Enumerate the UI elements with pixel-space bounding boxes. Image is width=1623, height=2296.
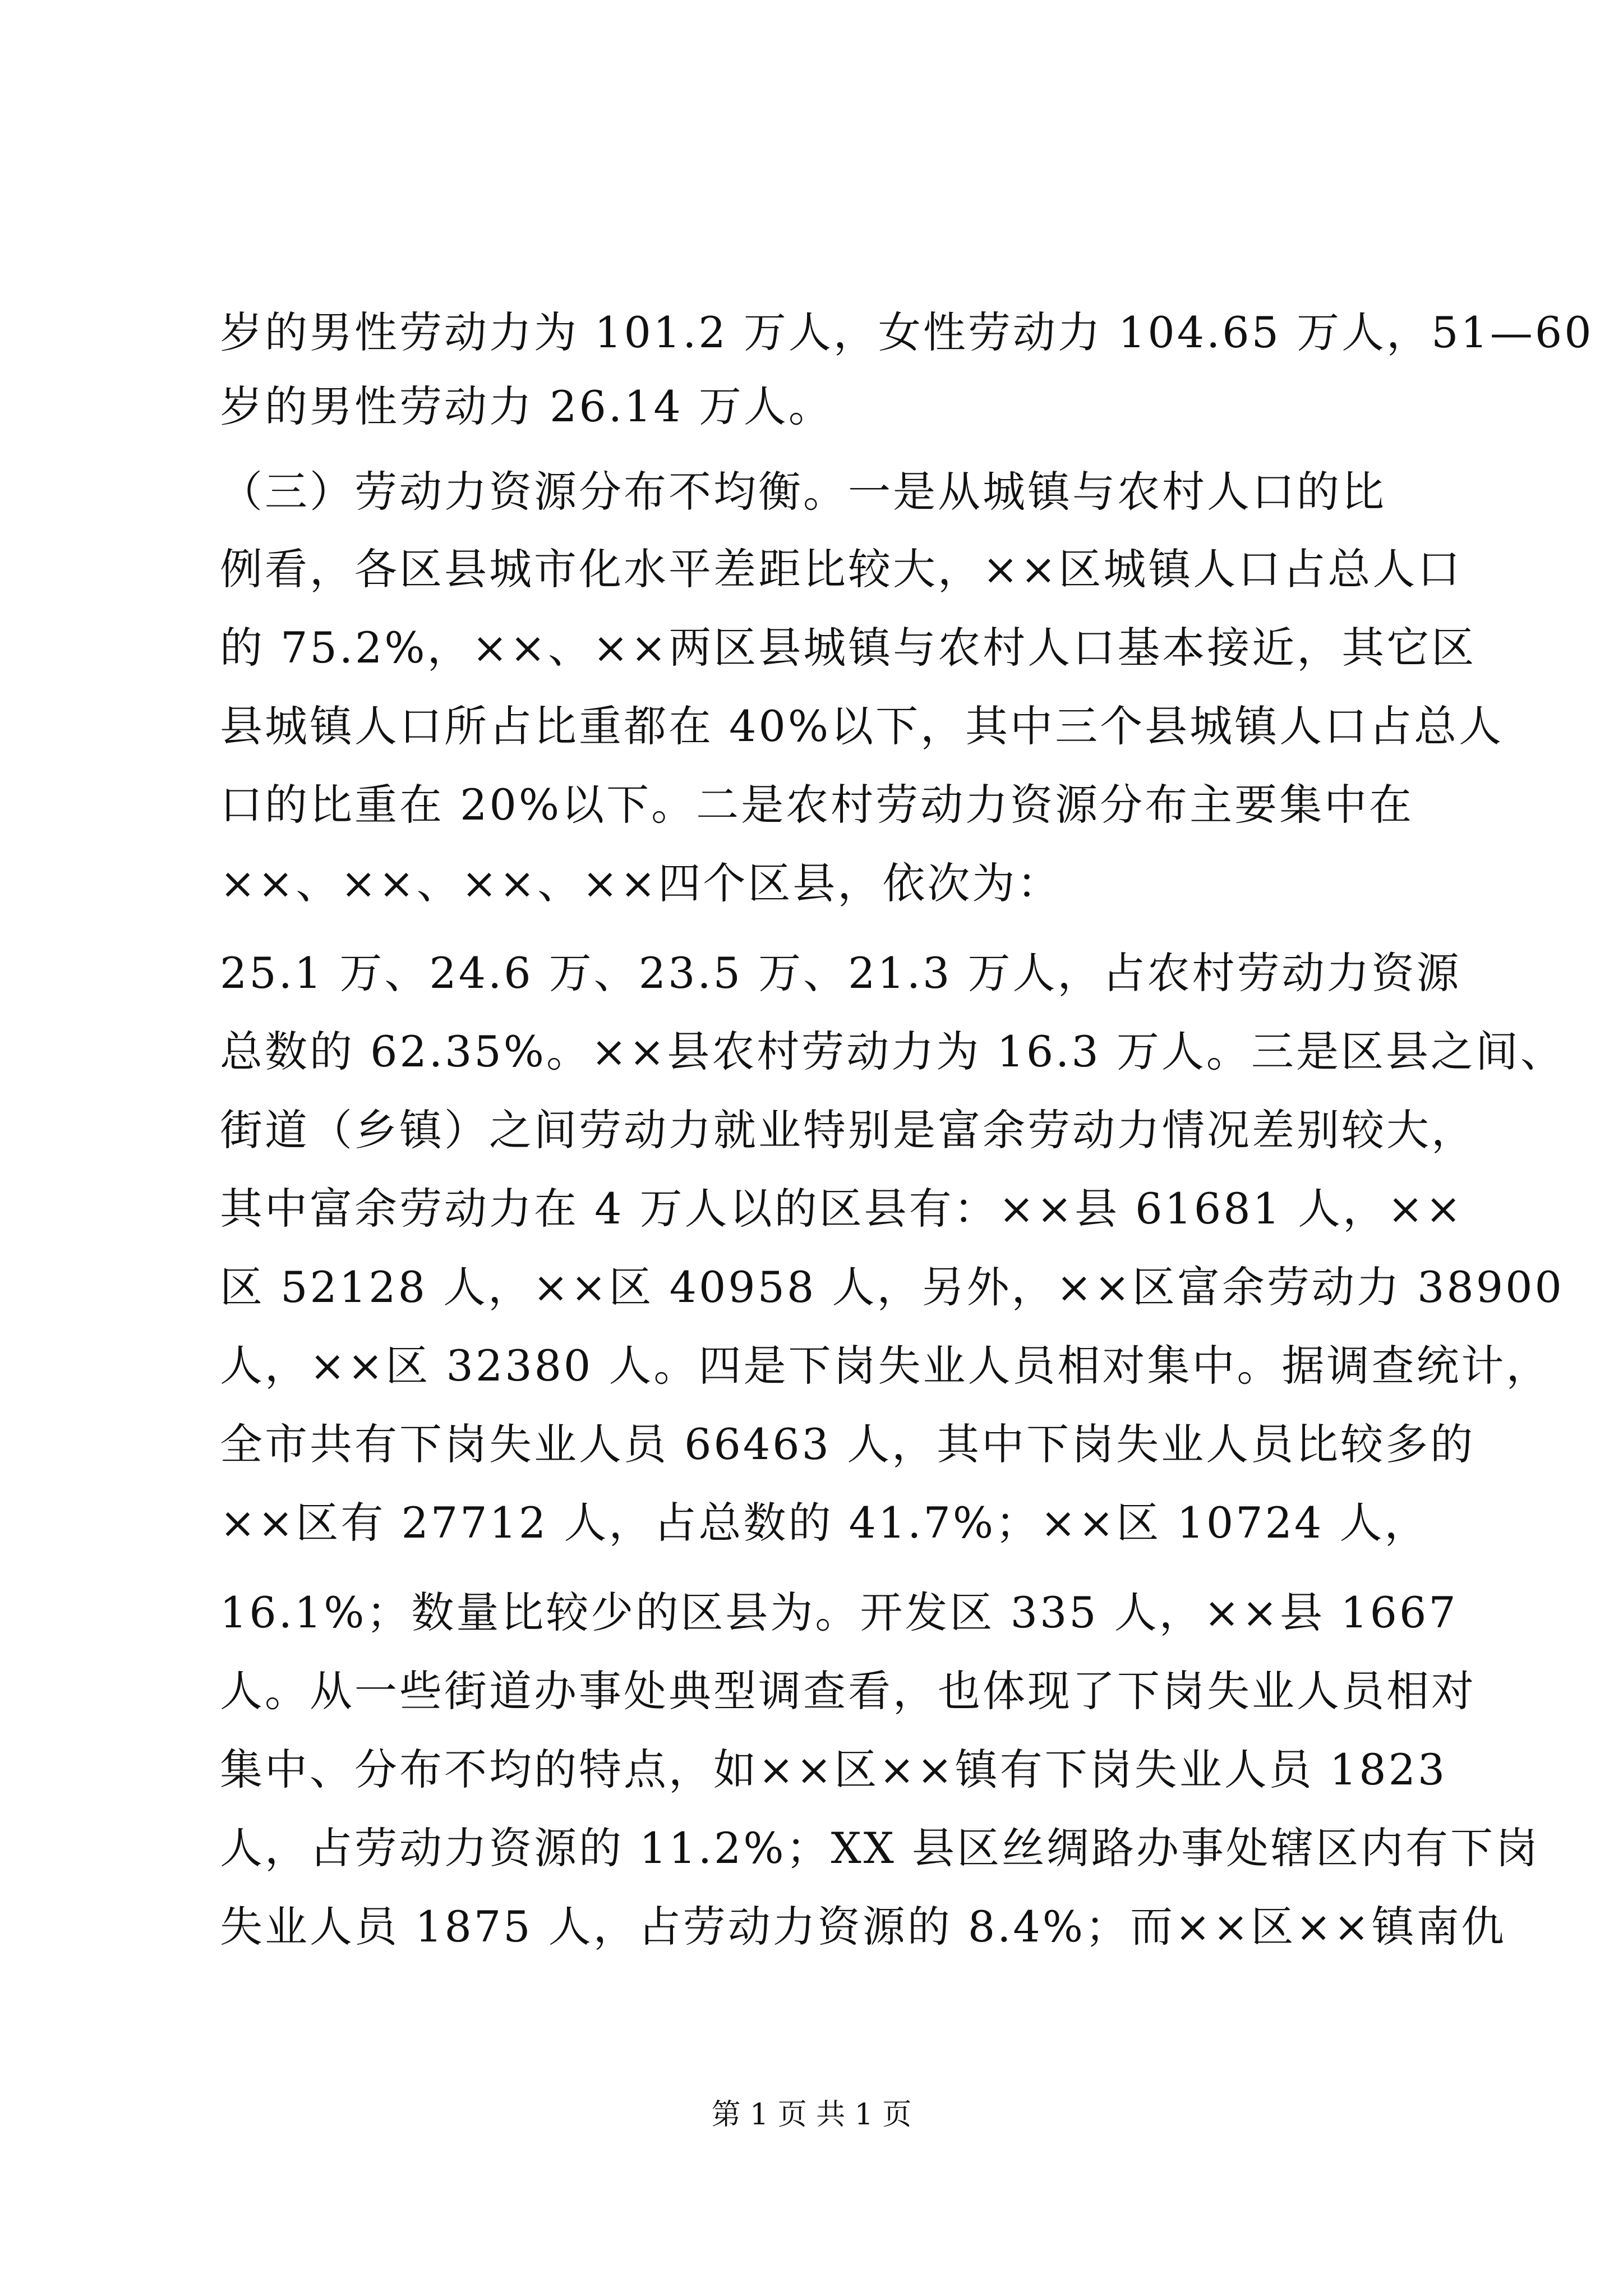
text-line: 人，××区 32380 人。四是下岗失业人员相对集中。据调查统计， [220, 1341, 1551, 1391]
text-line: 全市共有下岗失业人员 66463 人，其中下岗失业人员比较多的 [220, 1419, 1476, 1469]
text-line: ××、××、××、××四个区县，依次为： [220, 858, 1062, 908]
text-line: 总数的 62.35%。××县农村劳动力为 16.3 万人。三是区县之间、 [220, 1027, 1565, 1076]
text-line: 失业人员 1875 人，占劳动力资源的 8.4%；而××区××镇南仇 [220, 1902, 1506, 1952]
text-line: 人，占劳动力资源的 11.2%；XX 县区丝绸路办事处辖区内有下岗 [220, 1823, 1540, 1873]
text-line: 25.1 万、24.6 万、23.5 万、21.3 万人，占农村劳动力资源 [220, 948, 1461, 998]
text-line: 集中、分布不均的特点，如××区××镇有下岗失业人员 1823 [220, 1745, 1447, 1795]
text-line: 岁的男性劳动力 26.14 万人。 [220, 381, 833, 431]
text-line: 岁的男性劳动力为 101.2 万人，女性劳动力 104.65 万人，51—60 [220, 307, 1594, 357]
text-line: 区 52128 人，××区 40958 人，另外，××区富余劳动力 38900 [220, 1262, 1564, 1312]
text-line: 的 75.2%，××、××两区县城镇与农村人口基本接近，其它区 [220, 623, 1477, 673]
page-footer: 第 1 页 共 1 页 [711, 2098, 912, 2132]
text-line: 口的比重在 20%以下。二是农村劳动力资源分布主要集中在 [220, 780, 1414, 830]
text-line: 街道（乡镇）之间劳动力就业特别是富余劳动力情况差别较大， [220, 1105, 1476, 1155]
text-line: 其中富余劳动力在 4 万人以的区县有：××县 61681 人，×× [220, 1184, 1464, 1234]
text-line: （三）劳动力资源分布不均衡。一是从城镇与农村人口的比 [220, 467, 1386, 517]
text-line: ××区有 27712 人，占总数的 41.7%；××区 10724 人， [220, 1498, 1430, 1548]
text-line: 例看，各区县城市化水平差距比较大，××区城镇人口占总人口 [220, 544, 1463, 594]
text-line: 人。从一些街道办事处典型调查看，也体现了下岗失业人员相对 [220, 1666, 1476, 1716]
text-line: 16.1%；数量比较少的区县为。开发区 335 人，××县 1667 [220, 1588, 1458, 1637]
text-line: 县城镇人口所占比重都在 40%以下，其中三个县城镇人口占总人 [220, 701, 1504, 751]
